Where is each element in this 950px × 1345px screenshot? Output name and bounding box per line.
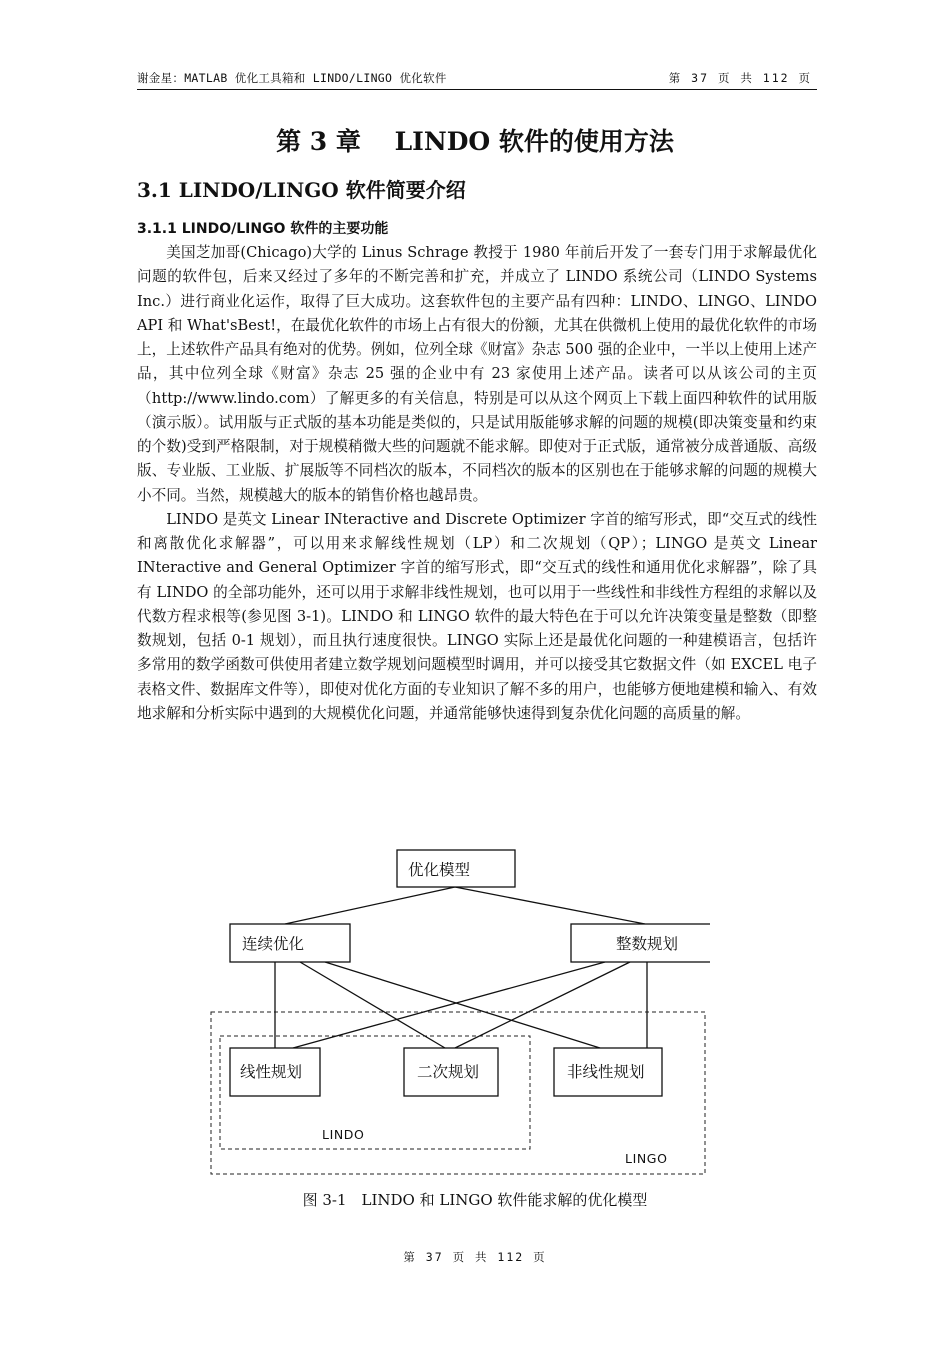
node-integer-programming [571,924,710,962]
node-quadratic-programming-label: 二次规划 [417,1063,480,1081]
node-optimization-model-label: 优化模型 [408,861,471,879]
section-title: 3.1 LINDO/LINGO 软件简要介绍 [137,178,466,202]
node-nonlinear-programming [554,1048,662,1096]
running-header-page: 第 37 页 共 112 页 [668,71,812,85]
node-continuous-optimization-label: 连续优化 [242,935,305,953]
optimization-model-diagram [205,846,710,1178]
diagram-connectors [275,887,647,1048]
connector-top-integer [455,887,645,924]
running-header-left: 谢金星：MATLAB 优化工具箱和 LINDO/LINGO 优化软件 [137,71,447,85]
node-continuous-optimization [230,924,350,962]
node-integer-programming-label: 整数规划 [616,935,679,953]
chapter-title: 第 3 章 LINDO 软件的使用方法 [276,127,674,156]
node-nonlinear-programming-label: 非线性规划 [567,1063,645,1081]
page-footer: 第 37 页 共 112 页 [403,1250,547,1264]
node-optimization-model [397,850,515,887]
lindo-group-label: LINDO [322,1127,365,1142]
connector-continuous-quadratic [300,962,445,1048]
subsection-title: 3.1.1 LINDO/LINGO 软件的主要功能 [137,221,389,237]
connector-top-continuous [285,887,455,924]
connector-integer-quadratic [455,962,630,1048]
node-linear-programming [230,1048,320,1096]
figure-caption: 图 3-1 LINDO 和 LINGO 软件能求解的优化模型 [302,1191,648,1209]
paragraph-2: LINDO 是英文 Linear INteractive and Discrete Optimizer 字首的缩写形式，即“交互式的线性和离散优化求解器”，可以用来求解线性规划（LP）和二次规划（QP）；LINGO 是英文 Linear INteractive and General Optimizer 字首的缩写形式，即“交互式的线性和通用优化求解器”，除了具有 LINDO 的全部功能外，还可以用于求解非线性规划，也可以用于一些线性和非线性方程组的求解以及代数方程求根等(参见图 3-1)。LINDO 和 LINGO 软件的最大特色在于可以允许决策变量是整数（即整数规划，包括 0-1 规划），而且执行速度很快。LINGO 实际上还是最优化问题的一种建模语言，包括许多常用的数学函数可供使用者建立数学规划问题模型时调用，并可以接受其它数据文件（如 EXCEL 电子表格文件、数据库文件等），即使对优化方面的专业知识了解不多的用户，也能够方便地建模和输入、有效地求解和分析实际中遇到的大规模优化问题，并通常能够快速得到复杂优化问题的高质量的解。 [137,510,817,722]
node-linear-programming-label: 线性规划 [240,1063,303,1081]
header-rule [137,89,817,90]
body-text [137,241,817,726]
paragraph-1: 美国芝加哥(Chicago)大学的 Linus Schrage 教授于 1980 年前后开发了一套专门用于求解最优化问题的软件包，后来又经过了多年的不断完善和扩充，并成立了 LINDO 系统公司（LINDO Systems Inc.）进行商业化运作，取得了巨大成功。这套软件包的主要产品有四种：LINDO、LINGO、LINDO API 和 What'sBest!，在最优化软件的市场上占有很大的份额，尤其在供微机上使用的最优化软件的市场上，上述软件产品具有绝对的优势。例如，位列全球《财富》杂志 500 强的企业中，一半以上使用上述产品，其中位列全球《财富》杂志 25 强的企业中有 23 家使用上述产品。读者可以从该公司的主页（http://www.lindo.com）了解更多的有关信息，特别是可以从这个网页上下载上面四种软件的试用版（演示版）。试用版与正式版的基本功能是类似的，只是试用版能够求解的问题的规模(即决策变量和约束的个数)受到严格限制，对于规模稍微大些的问题就不能求解。即使对于正式版，通常被分成普通版、高级版、专业版、工业版、扩展版等不同档次的版本，不同档次的版本的区别也在于能够求解的问题的规模大小不同。当然，规模越大的版本的销售价格也越昂贵。 [137,244,817,504]
node-quadratic-programming [404,1048,498,1096]
lingo-group-label: LINGO [625,1151,668,1166]
